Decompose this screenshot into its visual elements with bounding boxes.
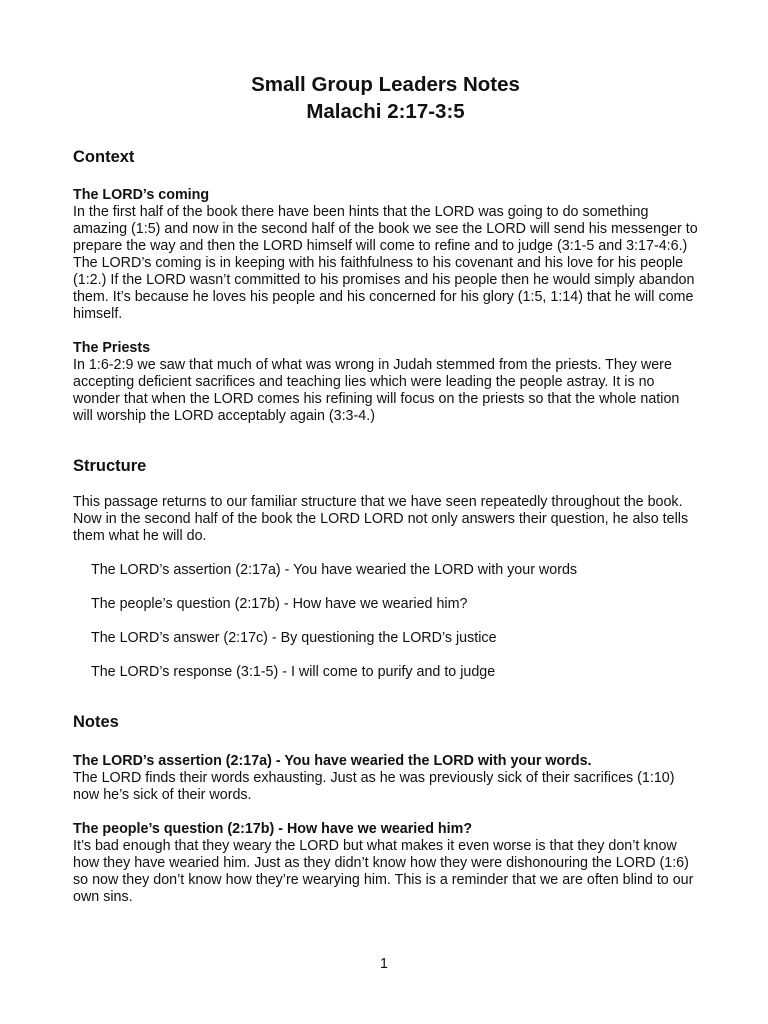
structure-item-question: The people’s question (2:17b) - How have we wearied him?: [91, 596, 468, 612]
document-subtitle: Malachi 2:17-3:5: [306, 100, 465, 123]
notes-heading: Notes: [73, 713, 119, 731]
lords-coming-paragraph: In the first half of the book there have been hints that the LORD was going to do something amazing (1:5) and now in the second half of the book we see the LORD will send his messenger to prepare the way and then the LORD himself will come to refine and to judge (3:1-5 and 3:17-4:6.) The LORD’s coming is in keeping with his faithfulness to his covenant and his love for his people (1:2.) If the LORD wasn’t committed to his promises and his people then he would simply abandon them. It’s because he loves his people and his concerned for his glory (1:5, 1:14) that he will come himself.: [73, 204, 698, 322]
document-title: Small Group Leaders Notes: [251, 73, 520, 96]
notes-assertion-paragraph: The LORD finds their words exhausting. Just as he was previously sick of their sacrifices (1:10) now he’s sick of their words.: [73, 770, 675, 803]
title-block: [73, 0, 698, 125]
structure-item-answer: The LORD’s answer (2:17c) - By questioning the LORD’s justice: [91, 630, 497, 646]
notes-question-heading: The people’s question (2:17b) - How have we wearied him?: [73, 821, 473, 837]
notes-question-paragraph: It’s bad enough that they weary the LORD but what makes it even worse is that they don’t know how they have wearied him. Just as they didn’t know how they were dishonouring the LORD (1:6) so now they don’t know how they’re wearying him. This is a reminder that we are often blind to our own sins.: [73, 838, 694, 905]
notes-assertion-heading: The LORD’s assertion (2:17a) - You have wearied the LORD with your words.: [73, 753, 592, 769]
context-heading: Context: [73, 148, 135, 166]
structure-intro-paragraph: This passage returns to our familiar structure that we have seen repeatedly throughout the book. Now in the second half of the book the LORD LORD not only answers their question, he also tells them what he will do.: [73, 494, 689, 544]
priests-paragraph: In 1:6-2:9 we saw that much of what was wrong in Judah stemmed from the priests. They were accepting deficient sacrifices and teaching lies which were leading the people astray. It is no wonder that when the LORD comes his refining will focus on the priests so that the whole nation will worship the LORD acceptably again (3:3-4.): [73, 357, 680, 424]
structure-item-assertion: The LORD’s assertion (2:17a) - You have wearied the LORD with your words: [91, 562, 578, 578]
lords-coming-heading: The LORD’s coming: [73, 187, 210, 203]
priests-heading: The Priests: [73, 340, 151, 356]
page-number: 1: [380, 956, 388, 972]
structure-item-response: The LORD’s response (3:1-5) - I will come to purify and to judge: [91, 664, 496, 680]
structure-heading: Structure: [73, 457, 147, 475]
